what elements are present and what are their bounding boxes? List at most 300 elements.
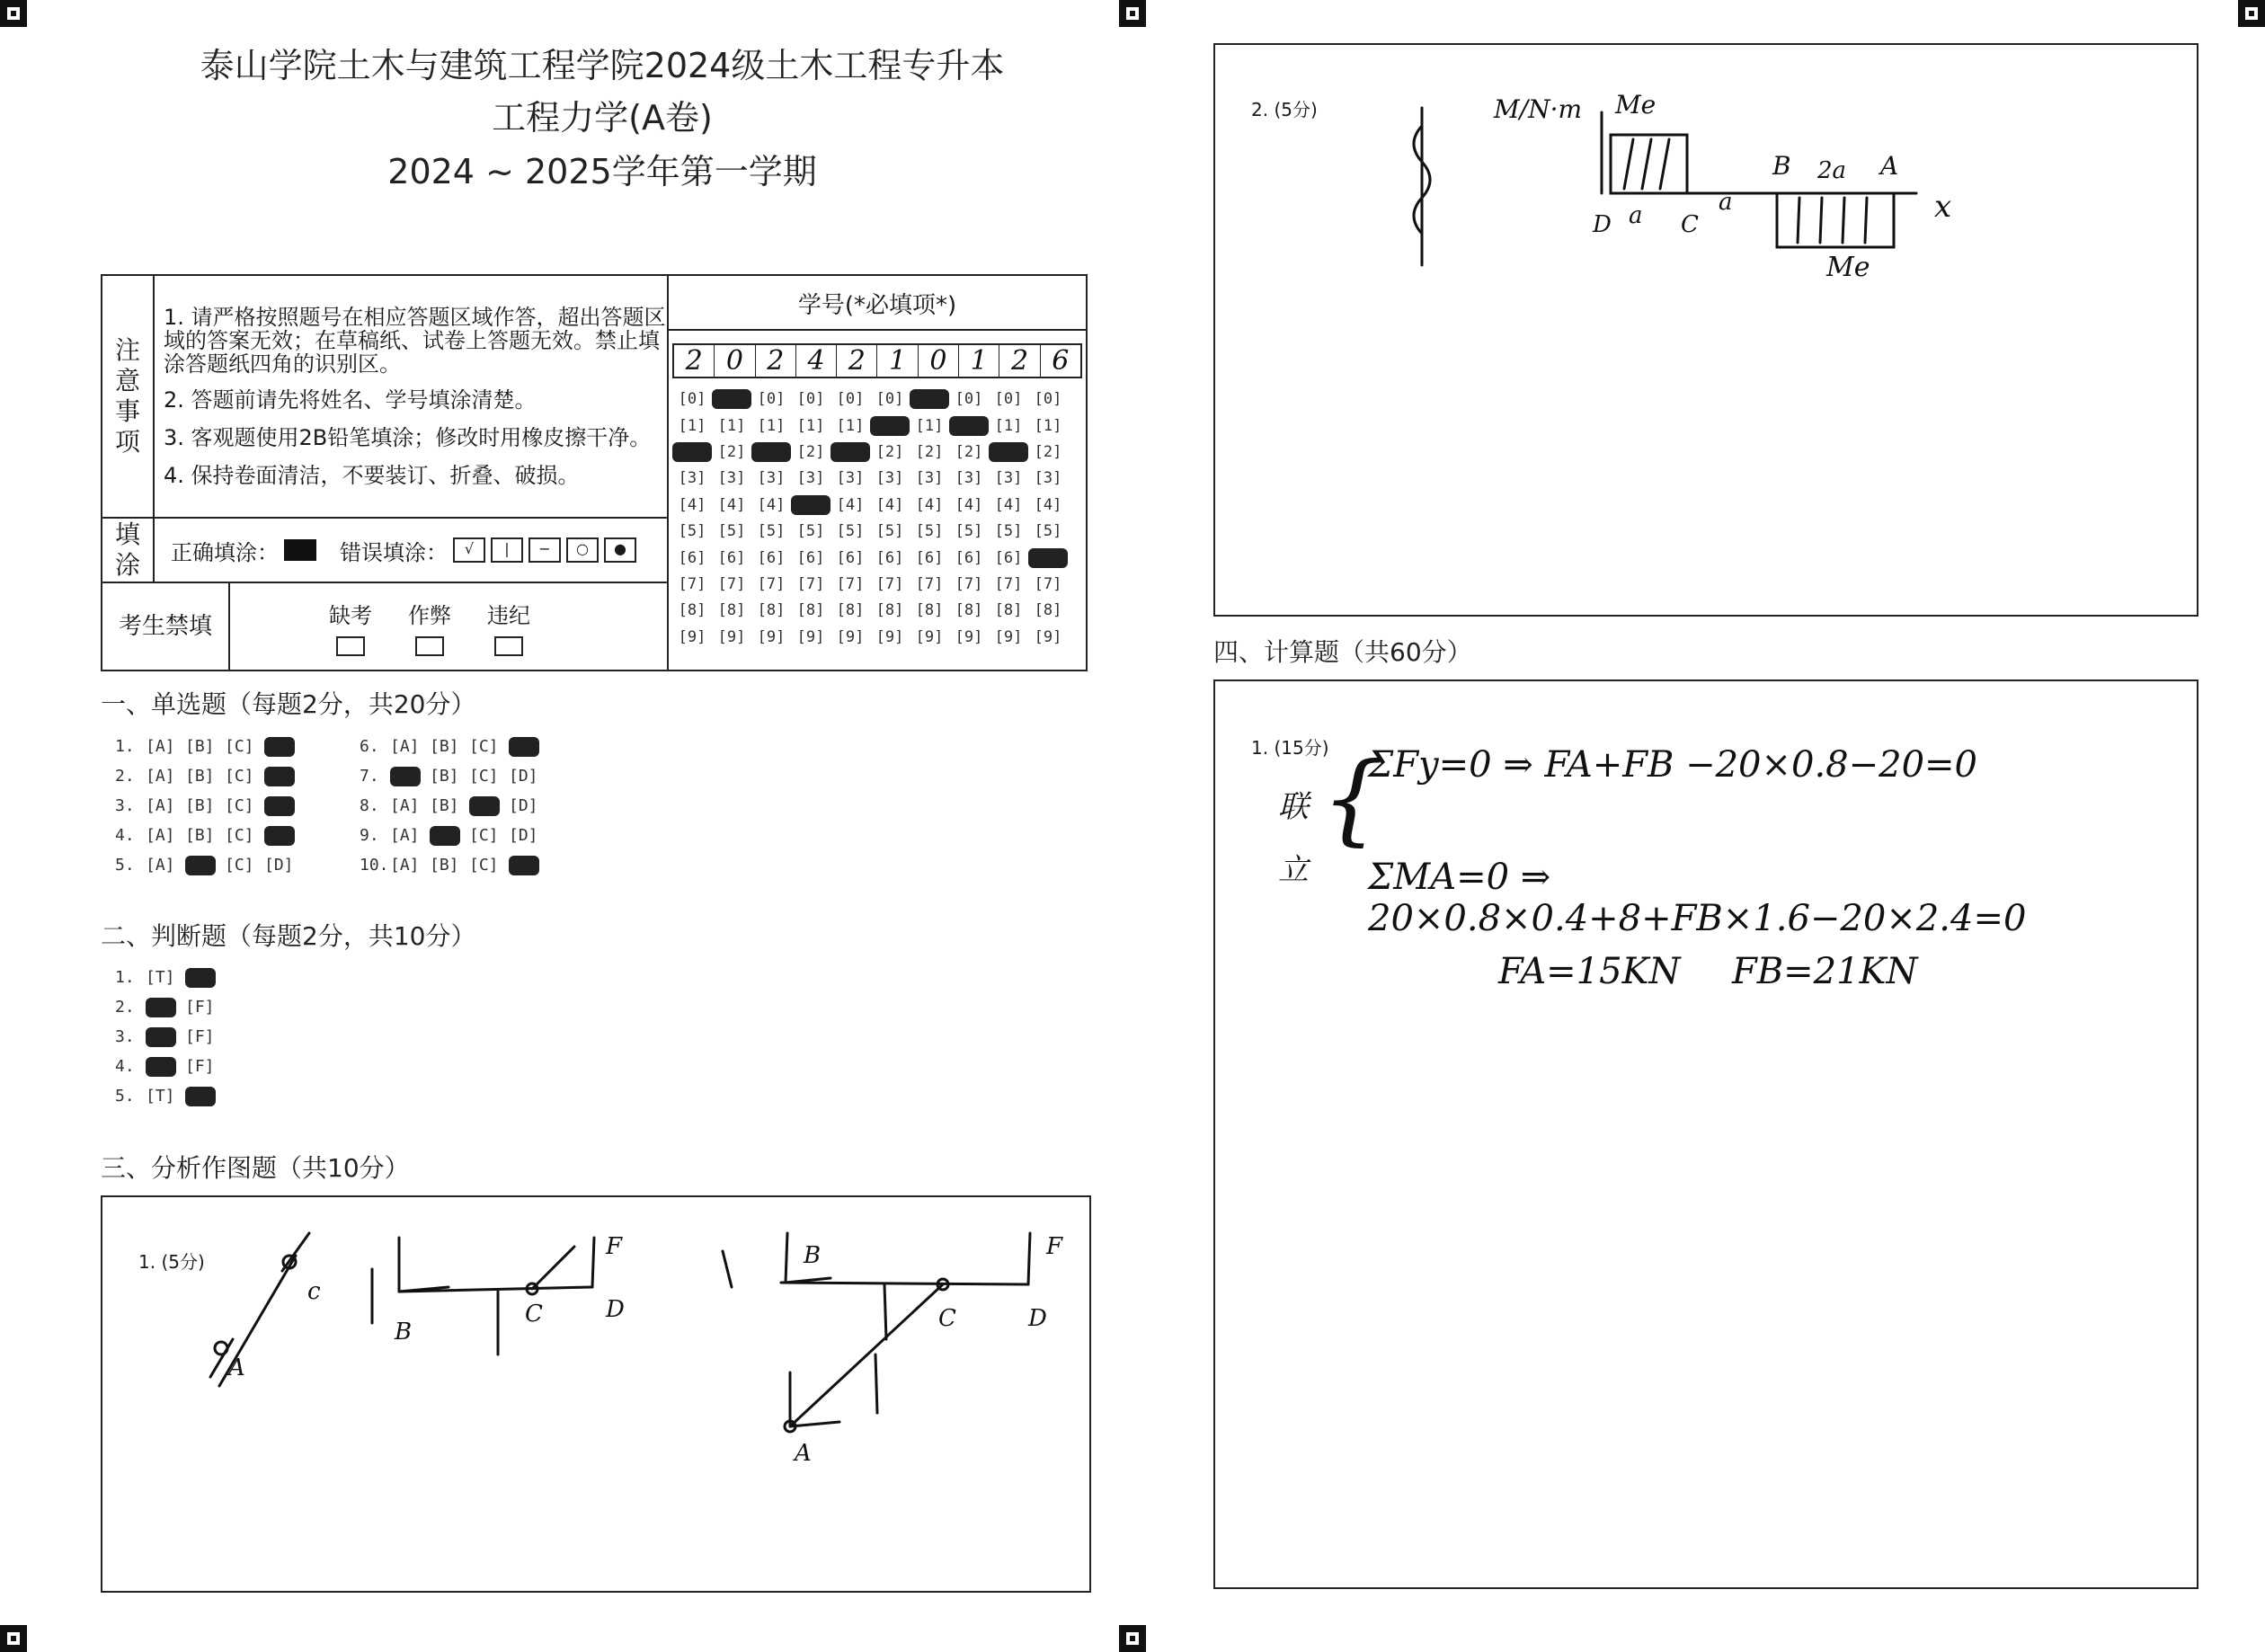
- student-id-bubble[interactable]: [6]: [836, 549, 865, 567]
- prohibit-cheat-label: 作弊: [408, 602, 451, 628]
- student-id-bubble[interactable]: [1]: [994, 416, 1023, 435]
- student-id-bubble[interactable]: [0]: [678, 390, 706, 408]
- student-id-bubble-row: [672, 495, 1082, 522]
- exam-title-line1: 泰山学院土木与建筑工程学院2024级土木工程专升本: [200, 46, 1005, 85]
- student-id-bubble[interactable]: [910, 389, 949, 409]
- student-id-bubble[interactable]: [9]: [1034, 627, 1062, 646]
- student-id-bubble[interactable]: [8]: [875, 601, 904, 619]
- corner-mark-top-left: [0, 0, 27, 27]
- question-number: 5.: [115, 1087, 145, 1106]
- analysis-answer-box-q2: [1213, 43, 2198, 617]
- prohibit-label: 考生禁填: [102, 583, 230, 670]
- diagram-label: B: [804, 1242, 822, 1269]
- student-id-bubble[interactable]: [751, 442, 791, 462]
- correct-fill-label: 正确填涂：: [171, 539, 279, 565]
- student-id-bubble[interactable]: [791, 495, 830, 515]
- option-bubble[interactable]: [C]: [225, 737, 254, 756]
- student-id-bubble[interactable]: [1]: [836, 416, 865, 435]
- wrong-fill-label: 错误填涂：: [340, 539, 448, 565]
- single-choice-question: [115, 826, 304, 846]
- section2-title: 二、判断题（每题2分，共10分）: [101, 921, 476, 951]
- question-number: 8.: [360, 796, 389, 815]
- option-bubble[interactable]: [C]: [225, 826, 254, 845]
- option-bubble[interactable]: [B]: [430, 856, 459, 875]
- notice-item-3: 3. 客观题使用2B铅笔填涂；修改时用橡皮擦干净。: [164, 425, 652, 450]
- wrong-fill-sample: ○: [566, 537, 599, 563]
- student-id-bubble[interactable]: [7]: [757, 574, 786, 593]
- option-bubble[interactable]: [A]: [390, 737, 420, 756]
- student-id-bubble[interactable]: [5]: [796, 521, 825, 540]
- student-id-bubble[interactable]: [949, 416, 989, 436]
- notice-item-1: 1. 请严格按照题号在相应答题区域作答，超出答题区域的答案无效；在草稿纸、试卷上答题无效。禁止填涂答题纸四角的识别区。: [164, 305, 666, 377]
- option-bubble[interactable]: [C]: [469, 767, 499, 786]
- student-id-bubble[interactable]: [0]: [1034, 390, 1062, 408]
- student-id-bubble[interactable]: [3]: [796, 468, 825, 487]
- student-id-bubble[interactable]: [9]: [875, 627, 904, 646]
- student-id-bubble[interactable]: [4]: [994, 496, 1023, 514]
- student-id-bubble[interactable]: [4]: [757, 496, 786, 514]
- student-id-bubble[interactable]: [9]: [717, 627, 746, 646]
- single-choice-question: [360, 737, 548, 757]
- diagram-label: A: [228, 1354, 245, 1381]
- moment-label: B: [1772, 151, 1791, 181]
- filled-bubble-mark: [264, 826, 295, 846]
- question-number: 2.: [115, 767, 145, 786]
- student-id-bubble[interactable]: [8]: [717, 601, 746, 619]
- calculation-answer-box: [1213, 679, 2198, 1589]
- student-id-bubble[interactable]: [6]: [915, 549, 944, 567]
- question-number: 6.: [360, 737, 389, 756]
- student-id-bubble[interactable]: [3]: [678, 468, 706, 487]
- student-id-bubble[interactable]: [989, 442, 1028, 462]
- fill-label-cell: [102, 518, 154, 582]
- diagram-label: C: [525, 1301, 543, 1328]
- single-choice-question: [115, 856, 304, 875]
- filled-bubble-mark: [509, 737, 539, 757]
- student-id-bubble[interactable]: [7]: [836, 574, 865, 593]
- filled-bubble[interactable]: [185, 1087, 225, 1106]
- student-id-bubble[interactable]: [8]: [1034, 601, 1062, 619]
- moment-label: a: [1719, 189, 1733, 216]
- filled-bubble-mark: [264, 767, 295, 786]
- filled-bubble-mark: [430, 826, 460, 846]
- wrong-fill-sample: −: [528, 537, 561, 563]
- notice-label-cell: [102, 275, 154, 518]
- option-bubble[interactable]: [D]: [509, 826, 538, 845]
- single-choice-question: [115, 796, 304, 816]
- true-false-question: [115, 1027, 225, 1047]
- single-choice-question: [360, 826, 548, 846]
- single-choice-question: [115, 767, 304, 786]
- student-id-bubble-row: [672, 389, 1082, 416]
- option-bubble[interactable]: [D]: [509, 767, 538, 786]
- question-number: 1.: [115, 737, 145, 756]
- student-id-digit: 1: [959, 345, 999, 377]
- exam-title-line2: 工程力学(A卷): [492, 98, 713, 138]
- student-id-bubble[interactable]: [9]: [796, 627, 825, 646]
- student-id-bubble[interactable]: [0]: [875, 390, 904, 408]
- corner-mark-top-mid: [1119, 0, 1146, 27]
- student-id-bubble[interactable]: [5]: [836, 521, 865, 540]
- moment-diagram-sketch: [1215, 45, 2197, 615]
- notice-item-2: 2. 答题前请先将姓名、学号填涂清楚。: [164, 387, 537, 413]
- student-id-bubble[interactable]: [4]: [955, 496, 983, 514]
- diagram-label: A: [795, 1440, 812, 1467]
- section4-title: 四、计算题（共60分）: [1213, 637, 1472, 667]
- filled-bubble[interactable]: [390, 767, 430, 786]
- student-id-bubble-row: [672, 628, 1082, 655]
- option-bubble[interactable]: [A]: [146, 826, 175, 845]
- option-bubble[interactable]: [C]: [225, 767, 254, 786]
- student-id-cell: [668, 275, 1087, 671]
- student-id-bubble[interactable]: [6]: [875, 549, 904, 567]
- student-id-bubble[interactable]: [7]: [717, 574, 746, 593]
- calc-side-note: 联立: [1278, 789, 1309, 888]
- student-id-bubble[interactable]: [7]: [915, 574, 944, 593]
- filled-bubble: [791, 495, 830, 515]
- filled-bubble-mark: [146, 1057, 176, 1077]
- diagram-label: F: [606, 1233, 623, 1260]
- filled-bubble: [1028, 548, 1068, 568]
- notice-table: [101, 274, 1088, 671]
- filled-bubble-mark: [509, 856, 539, 875]
- student-id-bubble[interactable]: [830, 442, 870, 462]
- student-id-bubble[interactable]: [7]: [955, 574, 983, 593]
- option-bubble[interactable]: [F]: [185, 1027, 215, 1046]
- option-bubble[interactable]: [C]: [469, 826, 499, 845]
- option-bubble[interactable]: [D]: [264, 856, 294, 875]
- student-id-bubble[interactable]: [9]: [994, 627, 1023, 646]
- question-number: 4.: [115, 1057, 145, 1076]
- section1-title: 一、单选题（每题2分，共20分）: [101, 689, 476, 719]
- student-id-bubble[interactable]: [4]: [836, 496, 865, 514]
- student-id-bubble[interactable]: [5]: [1034, 521, 1062, 540]
- student-id-bubble[interactable]: [3]: [757, 468, 786, 487]
- true-false-question: [115, 1087, 225, 1106]
- filled-bubble[interactable]: [146, 1057, 185, 1077]
- student-id-bubble[interactable]: [3]: [915, 468, 944, 487]
- student-id-bubble[interactable]: [9]: [915, 627, 944, 646]
- true-false-question: [115, 1057, 225, 1077]
- student-id-bubble[interactable]: [8]: [836, 601, 865, 619]
- student-id-bubble[interactable]: [6]: [757, 549, 786, 567]
- filled-bubble-mark: [390, 767, 421, 786]
- student-id-digits: [672, 343, 1082, 378]
- option-bubble[interactable]: [A]: [146, 856, 175, 875]
- filled-bubble[interactable]: [264, 737, 304, 757]
- option-bubble[interactable]: [A]: [390, 796, 420, 815]
- student-id-bubble[interactable]: [2]: [955, 443, 983, 461]
- filled-bubble: [830, 442, 870, 462]
- student-id-bubble[interactable]: [9]: [836, 627, 865, 646]
- student-id-bubble[interactable]: [6]: [717, 549, 746, 567]
- student-id-bubble-row: [672, 416, 1082, 443]
- student-id-bubble[interactable]: [2]: [717, 443, 746, 461]
- question-number: 9.: [360, 826, 389, 845]
- option-bubble[interactable]: [C]: [225, 796, 254, 815]
- single-choice-question: [115, 737, 304, 757]
- student-id-bubble[interactable]: [1]: [757, 416, 786, 435]
- filled-bubble: [751, 442, 791, 462]
- question-number: 5.: [115, 856, 145, 875]
- prohibit-violation-label: 违纪: [487, 602, 530, 628]
- student-id-bubble[interactable]: [9]: [955, 627, 983, 646]
- student-id-bubble[interactable]: [1028, 548, 1068, 568]
- option-bubble[interactable]: [F]: [185, 998, 215, 1017]
- notice-label: 注 意 事 项: [114, 335, 140, 457]
- option-bubble[interactable]: [A]: [146, 737, 175, 756]
- filled-bubble-mark: [185, 1087, 216, 1106]
- option-bubble[interactable]: [B]: [430, 767, 459, 786]
- question-number: 7.: [360, 767, 389, 786]
- notice-item-4: 4. 保持卷面清洁，不要装订、折叠、破损。: [164, 463, 580, 488]
- student-id-bubble[interactable]: [2]: [796, 443, 825, 461]
- moment-axis-label: M/N·m: [1494, 94, 1583, 124]
- option-bubble[interactable]: [A]: [390, 826, 420, 845]
- student-id-bubble[interactable]: [5]: [875, 521, 904, 540]
- option-bubble[interactable]: [T]: [146, 968, 175, 987]
- prohibit-absent-box[interactable]: [336, 636, 365, 656]
- student-id-bubble[interactable]: [0]: [955, 390, 983, 408]
- option-bubble[interactable]: [A]: [390, 856, 420, 875]
- filled-bubble[interactable]: [185, 968, 225, 988]
- diagram-label: F: [1046, 1233, 1063, 1260]
- filled-bubble: [989, 442, 1028, 462]
- student-id-bubble[interactable]: [4]: [915, 496, 944, 514]
- question-number: 3.: [115, 796, 145, 815]
- student-id-bubble-row: [672, 601, 1082, 628]
- calc-brace: {: [1321, 741, 1384, 856]
- option-bubble[interactable]: [B]: [185, 737, 215, 756]
- student-id-bubble[interactable]: [9]: [678, 627, 706, 646]
- filled-bubble[interactable]: [146, 998, 185, 1017]
- filled-bubble-mark: [185, 968, 216, 988]
- fill-example-cell: [154, 518, 668, 582]
- option-bubble[interactable]: [T]: [146, 1087, 175, 1106]
- moment-label: D: [1593, 211, 1612, 238]
- filled-bubble[interactable]: [146, 1027, 185, 1047]
- option-bubble[interactable]: [A]: [146, 796, 175, 815]
- student-id-bubble[interactable]: [8]: [955, 601, 983, 619]
- question-number: 10.: [360, 856, 399, 875]
- student-id-bubble[interactable]: [8]: [757, 601, 786, 619]
- option-bubble[interactable]: [D]: [509, 796, 538, 815]
- student-id-bubble[interactable]: [8]: [994, 601, 1023, 619]
- wrong-fill-sample: √: [453, 537, 485, 563]
- student-id-digit: 1: [877, 345, 918, 377]
- student-id-bubble-grid: [669, 389, 1086, 654]
- section3-title: 三、分析作图题（共10分）: [101, 1153, 410, 1183]
- student-id-bubble[interactable]: [2]: [915, 443, 944, 461]
- analysis-q1-label: 1. (5分): [138, 1251, 205, 1273]
- option-bubble[interactable]: [F]: [185, 1057, 215, 1076]
- student-id-bubble[interactable]: [9]: [757, 627, 786, 646]
- student-id-bubble[interactable]: [7]: [875, 574, 904, 593]
- option-bubble[interactable]: [C]: [225, 856, 254, 875]
- student-id-bubble-row: [672, 469, 1082, 496]
- single-choice-question: [360, 767, 548, 786]
- calc-equation-1: ΣFy=0 ⇒ FA+FB −20×0.8−20=0: [1368, 744, 1978, 786]
- question-number: 1.: [115, 968, 145, 987]
- student-id-bubble[interactable]: [5]: [717, 521, 746, 540]
- filled-bubble: [910, 389, 949, 409]
- student-id-bubble[interactable]: [5]: [915, 521, 944, 540]
- diagram-label: c: [307, 1278, 321, 1305]
- option-bubble[interactable]: [A]: [146, 767, 175, 786]
- student-id-bubble[interactable]: [0]: [994, 390, 1023, 408]
- corner-mark-bottom-mid: [1119, 1625, 1146, 1652]
- student-id-bubble[interactable]: [6]: [955, 549, 983, 567]
- student-id-bubble[interactable]: [1]: [717, 416, 746, 435]
- student-id-bubble[interactable]: [0]: [796, 390, 825, 408]
- student-id-digit: 0: [715, 345, 755, 377]
- student-id-bubble[interactable]: [0]: [836, 390, 865, 408]
- prohibit-cell: [102, 582, 668, 671]
- student-id-digit: 2: [674, 345, 715, 377]
- filled-bubble[interactable]: [469, 796, 509, 816]
- student-id-bubble[interactable]: [3]: [875, 468, 904, 487]
- analysis-q2-label: 2. (5分): [1251, 99, 1318, 120]
- true-false-question: [115, 998, 225, 1017]
- student-id-digit: 0: [919, 345, 959, 377]
- student-id-bubble[interactable]: [3]: [717, 468, 746, 487]
- wrong-fill-sample: |: [491, 537, 523, 563]
- option-bubble[interactable]: [B]: [185, 767, 215, 786]
- moment-label: C: [1681, 211, 1699, 238]
- student-id-bubble[interactable]: [3]: [994, 468, 1023, 487]
- corner-mark-top-right: [2238, 0, 2265, 27]
- single-choice-question: [360, 796, 548, 816]
- notice-items-cell: [154, 275, 668, 518]
- student-id-bubble[interactable]: [1]: [915, 416, 944, 435]
- student-id-bubble[interactable]: [8]: [678, 601, 706, 619]
- filled-bubble-mark: [146, 1027, 176, 1047]
- student-id-bubble[interactable]: [4]: [717, 496, 746, 514]
- student-id-bubble[interactable]: [7]: [1034, 574, 1062, 593]
- student-id-bubble[interactable]: [672, 442, 712, 462]
- moment-label: A: [1880, 151, 1899, 181]
- filled-bubble: [712, 389, 751, 409]
- student-id-digit: 2: [837, 345, 877, 377]
- single-choice-question: [360, 856, 548, 875]
- analysis-answer-box-q1: [101, 1195, 1091, 1593]
- prohibit-cheat-box[interactable]: [415, 636, 444, 656]
- prohibit-violation-box[interactable]: [494, 636, 523, 656]
- student-id-bubble[interactable]: [6]: [796, 549, 825, 567]
- student-id-bubble[interactable]: [4]: [1034, 496, 1062, 514]
- diagram-label: B: [395, 1319, 413, 1346]
- student-id-bubble[interactable]: [6]: [994, 549, 1023, 567]
- student-id-bubble[interactable]: [2]: [1034, 443, 1062, 461]
- filled-bubble-mark: [469, 796, 500, 816]
- filled-bubble[interactable]: [264, 767, 304, 786]
- prohibit-absent-label: 缺考: [329, 602, 372, 628]
- student-id-bubble[interactable]: [4]: [875, 496, 904, 514]
- filled-bubble: [949, 416, 989, 436]
- diagram-label: C: [938, 1305, 956, 1332]
- student-id-bubble[interactable]: [0]: [757, 390, 786, 408]
- student-id-bubble[interactable]: [8]: [915, 601, 944, 619]
- moment-label: Me: [1615, 90, 1657, 120]
- option-bubble[interactable]: [B]: [430, 737, 459, 756]
- diagram-label: D: [1028, 1305, 1047, 1332]
- option-bubble[interactable]: [C]: [469, 737, 499, 756]
- filled-bubble: [672, 442, 712, 462]
- corner-mark-bottom-left: [0, 1625, 27, 1652]
- question-number: 2.: [115, 998, 145, 1017]
- student-id-bubble[interactable]: [3]: [955, 468, 983, 487]
- filled-bubble-mark: [264, 737, 295, 757]
- free-body-diagram-sketch: [102, 1197, 1089, 1591]
- student-id-bubble[interactable]: [1]: [678, 416, 706, 435]
- student-id-bubble[interactable]: [712, 389, 751, 409]
- filled-bubble[interactable]: [509, 737, 548, 757]
- student-id-bubble[interactable]: [3]: [1034, 468, 1062, 487]
- calc-answer-fb: FB=21KN: [1732, 951, 1918, 992]
- true-false-question: [115, 968, 225, 988]
- student-id-bubble[interactable]: [7]: [994, 574, 1023, 593]
- student-id-bubble[interactable]: [7]: [678, 574, 706, 593]
- student-id-bubble[interactable]: [5]: [994, 521, 1023, 540]
- student-id-bubble[interactable]: [8]: [796, 601, 825, 619]
- moment-label: Me: [1826, 252, 1870, 283]
- filled-bubble[interactable]: [264, 796, 304, 816]
- question-number: 4.: [115, 826, 145, 845]
- calc-q1-label: 1. (15分): [1251, 737, 1329, 759]
- student-id-bubble[interactable]: [3]: [836, 468, 865, 487]
- student-id-bubble[interactable]: [2]: [875, 443, 904, 461]
- filled-bubble[interactable]: [430, 826, 469, 846]
- filled-bubble[interactable]: [185, 856, 225, 875]
- filled-bubble-mark: [185, 856, 216, 875]
- student-id-bubble[interactable]: [1]: [796, 416, 825, 435]
- option-bubble[interactable]: [B]: [185, 796, 215, 815]
- filled-bubble: [870, 416, 910, 436]
- moment-label: 2a: [1817, 157, 1847, 184]
- student-id-digit: 6: [1052, 345, 1070, 377]
- student-id-bubble[interactable]: [870, 416, 910, 436]
- calc-answer-fa: FA=15KN: [1498, 951, 1681, 992]
- calc-equation-2: ΣMA=0 ⇒ 20×0.8×0.4+8+FB×1.6−20×2.4=0: [1368, 857, 2027, 939]
- filled-bubble-mark: [146, 998, 176, 1017]
- student-id-bubble[interactable]: [5]: [678, 521, 706, 540]
- wrong-fill-sample: ●: [604, 537, 636, 563]
- option-bubble[interactable]: [B]: [430, 796, 459, 815]
- fill-label: 填 涂: [114, 520, 140, 580]
- option-bubble[interactable]: [B]: [185, 826, 215, 845]
- question-number: 3.: [115, 1027, 145, 1046]
- moment-label: a: [1629, 202, 1643, 229]
- student-id-bubble[interactable]: [1]: [1034, 416, 1062, 435]
- student-id-digit: 4: [796, 345, 837, 377]
- student-id-bubble[interactable]: [7]: [796, 574, 825, 593]
- student-id-bubble-row: [672, 522, 1082, 549]
- filled-bubble[interactable]: [509, 856, 548, 875]
- student-id-bubble-row: [672, 575, 1082, 602]
- filled-bubble[interactable]: [264, 826, 304, 846]
- student-id-bubble[interactable]: [4]: [678, 496, 706, 514]
- option-bubble[interactable]: [C]: [469, 856, 499, 875]
- student-id-bubble[interactable]: [6]: [678, 549, 706, 567]
- student-id-bubble-row: [672, 442, 1082, 469]
- student-id-title: 学号(*必填项*): [669, 276, 1086, 331]
- diagram-label: D: [606, 1296, 625, 1323]
- correct-fill-sample: [284, 539, 316, 561]
- moment-label: x: [1934, 189, 1952, 225]
- exam-semester: 2024 ~ 2025学年第一学期: [387, 152, 817, 191]
- student-id-bubble[interactable]: [5]: [757, 521, 786, 540]
- student-id-bubble[interactable]: [5]: [955, 521, 983, 540]
